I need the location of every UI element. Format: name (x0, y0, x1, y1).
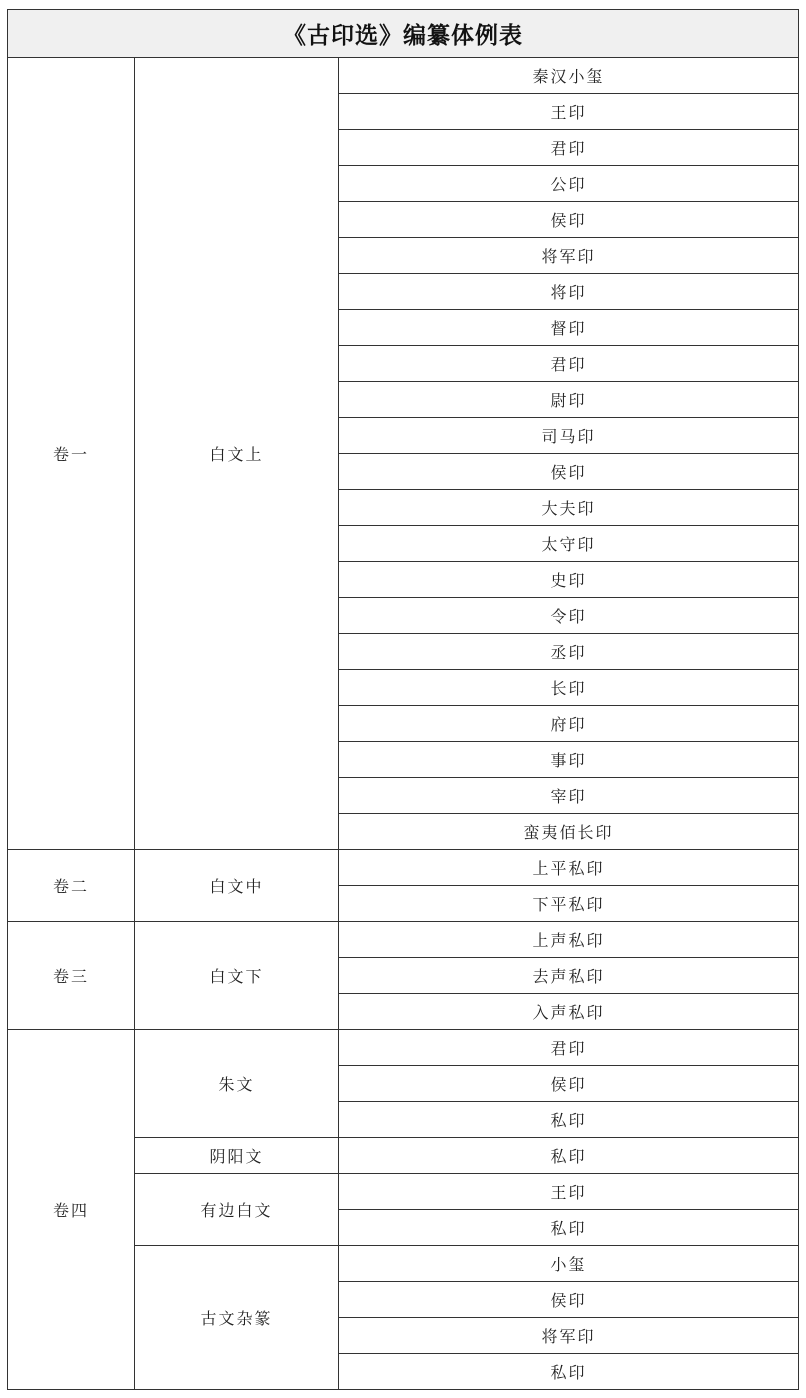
seal-type-cell: 事印 (339, 742, 799, 778)
seal-type-cell: 小玺 (339, 1246, 799, 1282)
title-row (8, 10, 799, 58)
section-cell: 阴阳文 (135, 1138, 339, 1174)
seal-type-cell: 私印 (339, 1354, 799, 1390)
seal-type-cell: 君印 (339, 346, 799, 382)
seal-type-cell: 史印 (339, 562, 799, 598)
seal-type-cell: 侯印 (339, 454, 799, 490)
seal-type-cell: 公印 (339, 166, 799, 202)
seal-type-cell: 私印 (339, 1102, 799, 1138)
seal-type-cell: 侯印 (339, 1282, 799, 1318)
table-title: 《古印选》编纂体例表 (8, 10, 799, 58)
section-cell: 白文中 (135, 850, 339, 922)
seal-type-cell: 君印 (339, 1030, 799, 1066)
seal-type-cell: 司马印 (339, 418, 799, 454)
section-cell: 古文杂篆 (135, 1246, 339, 1390)
seal-type-cell: 侯印 (339, 1066, 799, 1102)
seal-type-cell: 府印 (339, 706, 799, 742)
section-cell: 有边白文 (135, 1174, 339, 1246)
table-row (8, 850, 799, 886)
seal-type-cell: 宰印 (339, 778, 799, 814)
seal-type-cell: 上平私印 (339, 850, 799, 886)
table-body (8, 58, 799, 1390)
section-cell: 白文上 (135, 58, 339, 850)
seal-type-cell: 丞印 (339, 634, 799, 670)
seal-type-cell: 将军印 (339, 238, 799, 274)
seal-type-cell: 私印 (339, 1138, 799, 1174)
seal-type-cell: 蛮夷佰长印 (339, 814, 799, 850)
volume-cell: 卷一 (8, 58, 135, 850)
seal-type-cell: 尉印 (339, 382, 799, 418)
seal-type-cell: 大夫印 (339, 490, 799, 526)
seal-type-cell: 上声私印 (339, 922, 799, 958)
seal-type-cell: 将军印 (339, 1318, 799, 1354)
table-wrapper (7, 9, 799, 1390)
section-cell: 白文下 (135, 922, 339, 1030)
table-row (8, 58, 799, 94)
table-row (8, 922, 799, 958)
seal-type-cell: 下平私印 (339, 886, 799, 922)
seal-type-cell: 王印 (339, 1174, 799, 1210)
table-row (8, 1030, 799, 1066)
seal-type-cell: 长印 (339, 670, 799, 706)
seal-type-cell: 秦汉小玺 (339, 58, 799, 94)
seal-type-cell: 私印 (339, 1210, 799, 1246)
seal-type-cell: 令印 (339, 598, 799, 634)
volume-cell: 卷二 (8, 850, 135, 922)
seal-type-cell: 督印 (339, 310, 799, 346)
seal-type-cell: 去声私印 (339, 958, 799, 994)
seal-type-cell: 君印 (339, 130, 799, 166)
seal-type-cell: 王印 (339, 94, 799, 130)
seal-type-cell: 将印 (339, 274, 799, 310)
section-cell: 朱文 (135, 1030, 339, 1138)
volume-cell: 卷四 (8, 1030, 135, 1390)
seal-type-cell: 入声私印 (339, 994, 799, 1030)
seal-type-cell: 太守印 (339, 526, 799, 562)
compilation-table (7, 9, 799, 1390)
volume-cell: 卷三 (8, 922, 135, 1030)
seal-type-cell: 侯印 (339, 202, 799, 238)
